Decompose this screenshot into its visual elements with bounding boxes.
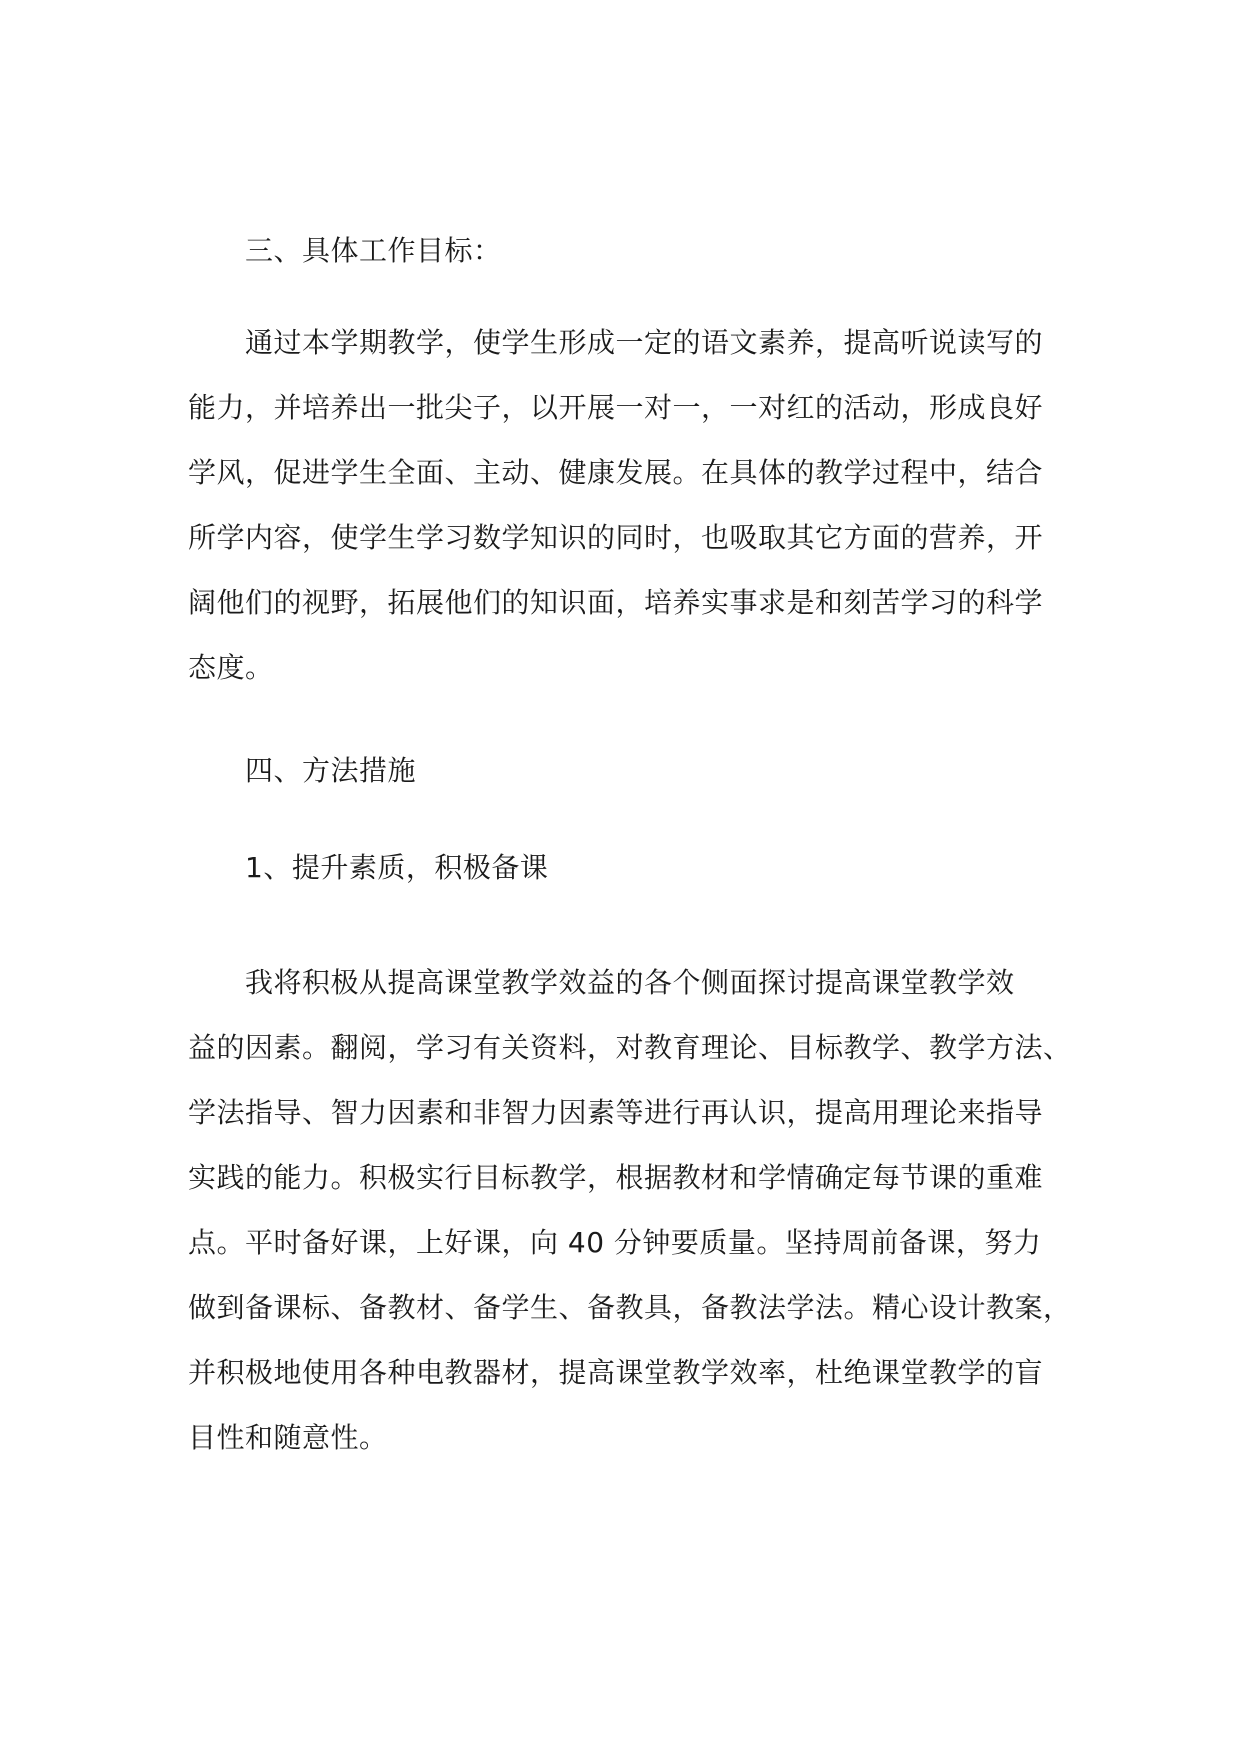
section-4-paragraph: [188, 950, 1072, 1470]
section-3-heading: 三、具体工作目标：: [245, 234, 502, 267]
paragraph-line: 所学内容，使学生学习数学知识的同时，也吸取其它方面的营养，开: [188, 521, 1044, 554]
paragraph-line: 点。平时备好课，上好课，向 40 分钟要质量。坚持周前备课，努力: [188, 1226, 1042, 1259]
paragraph-line: 阔他们的视野，拓展他们的知识面，培养实事求是和刻苦学习的科学: [188, 586, 1044, 619]
paragraph-line: 并积极地使用各种电教器材，提高课堂教学效率，杜绝课堂教学的盲: [188, 1356, 1044, 1389]
paragraph-line: 目性和随意性。: [188, 1421, 388, 1454]
paragraph-line: 通过本学期教学，使学生形成一定的语文素养，提高听说读写的: [245, 326, 1044, 359]
section-3-paragraph: [188, 310, 1058, 700]
paragraph-line: 做到备课标、备教材、备学生、备教具，备教法学法。精心设计教案，: [188, 1291, 1072, 1324]
paragraph-line: 能力，并培养出一批尖子，以开展一对一，一对红的活动，形成良好: [188, 391, 1044, 424]
section-4-subheading: 1、提升素质，积极备课: [245, 851, 549, 884]
paragraph-line: 我将积极从提高课堂教学效益的各个侧面探讨提高课堂教学效: [245, 966, 1015, 999]
paragraph-line: 实践的能力。积极实行目标教学，根据教材和学情确定每节课的重难: [188, 1161, 1044, 1194]
paragraph-line: 学风，促进学生全面、主动、健康发展。在具体的教学过程中，结合: [188, 456, 1044, 489]
section-4-heading: 四、方法措施: [245, 754, 417, 787]
paragraph-line: 态度。: [188, 651, 274, 684]
paragraph-line: 学法指导、智力因素和非智力因素等进行再认识，提高用理论来指导: [188, 1096, 1044, 1129]
paragraph-line: 益的因素。翻阅，学习有关资料，对教育理论、目标教学、教学方法、: [188, 1031, 1072, 1064]
